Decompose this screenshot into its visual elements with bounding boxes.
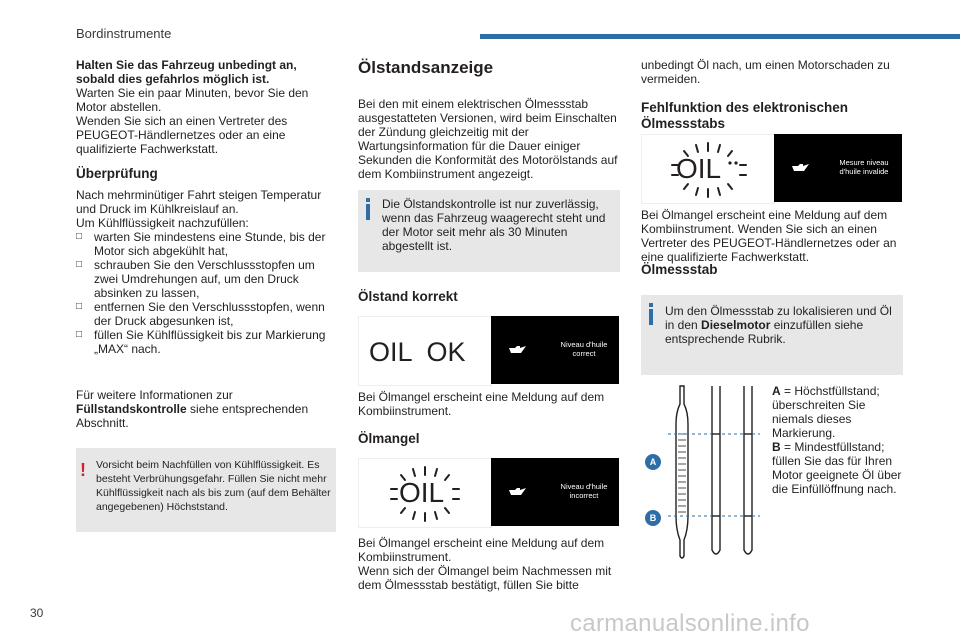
oil-low-display	[358, 458, 492, 528]
stop-warning-line-1: Warten Sie ein paar Minuten, bevor Sie den Motor abstellen.	[76, 86, 309, 114]
more-info-pre: Für weitere Informationen zur	[76, 388, 233, 402]
header-accent-bar	[480, 34, 960, 39]
warning-box-text: Vorsicht beim Nachfüllen von Kühlflüssigkeit. Es besteht Verbrühungsgefahr. Füllen Sie nicht mehr Kühlflüssigkeit nach als bis zum (auf dem Behälter angegebenen) Höchststand.	[96, 459, 331, 513]
fault-heading: Fehlfunktion des elektronischen Ölmessstabs	[641, 100, 849, 131]
check-item-3: □ entfernen Sie den Verschlussstopfen, wenn der Druck abgesunken ist,	[76, 300, 338, 328]
oil-low-display-text: OIL	[399, 477, 445, 508]
oil-low-panel-text: Niveau d'huile incorrect	[560, 482, 608, 500]
dip-info-bold: Dieselmotor	[701, 318, 771, 332]
oil-low-continuation: unbedingt Öl nach, um einen Motorschaden zu vermeiden.	[641, 58, 890, 86]
info-box-oil-text: Die Ölstandskontrolle ist nur zuverlässig, wenn das Fahrzeug waagerecht steht und der Motor seit mehr als 30 Minuten abgestellt ist.	[382, 197, 606, 253]
more-info-text	[76, 388, 338, 430]
oil-low-caption-2: Wenn sich der Ölmangel beim Nachmessen mit dem Ölmessstab bestätigt, füllen Sie bitte	[358, 564, 612, 592]
oil-low-caption-1: Bei Ölmangel erscheint eine Meldung auf dem Kombiinstrument.	[358, 536, 605, 564]
oil-ok-panel	[491, 316, 619, 384]
fault-panel	[774, 134, 902, 202]
stop-warning-bold: Halten Sie das Fahrzeug unbedingt an, sobald dies gefahrlos möglich ist.	[76, 58, 297, 86]
check-list	[76, 230, 338, 356]
legend-b	[772, 440, 904, 496]
oil-indicator-heading: Ölstandsanzeige	[358, 58, 494, 77]
check-item-1: □ warten Sie mindestens eine Stunde, bis der Motor sich abgekühlt hat,	[76, 230, 338, 258]
info-icon	[366, 198, 370, 220]
oil-can-icon	[507, 343, 529, 355]
legend-b-letter: B	[772, 440, 781, 454]
oil-ok-display-text: OIL OK	[369, 337, 466, 367]
watermark: carmanualsonline.info	[570, 610, 810, 637]
more-info-bold: Füllstandskontrolle	[76, 402, 187, 416]
legend-a	[772, 384, 904, 440]
info-icon	[649, 303, 653, 325]
oil-can-icon	[790, 161, 812, 173]
more-info-post: siehe entsprechenden Abschnitt.	[76, 402, 309, 430]
info-box-dipstick-text	[665, 304, 895, 346]
legend-a-desc: = Höchstfüllstand; überschreiten Sie niemals dieses Markierung.	[772, 384, 880, 440]
oil-indicator-intro: Bei den mit einem elektrischen Ölmessstab ausgestatteten Versionen, wird beim Einschalten der Zündung gleichzeitig mit der Wartungsinformation für die Dauer einiger Sekunden die Konformität des Motorölstands auf dem Kombiinstrument angezeigt.	[358, 97, 618, 181]
check-intro: Nach mehrminütiger Fahrt steigen Temperatur und Druck im Kühlkreislauf an.	[76, 188, 322, 216]
warning-icon: !	[80, 460, 86, 480]
stop-warning-text	[76, 58, 338, 156]
info-box-oil	[358, 190, 620, 272]
dipstick-heading: Ölmessstab	[641, 262, 718, 277]
section-title: Bordinstrumente	[76, 26, 172, 41]
dip-info-pre: Um den Ölmessstab zu lokalisieren und Öl in den	[665, 304, 892, 332]
dipstick-label-b: B	[645, 510, 661, 526]
fault-display	[641, 134, 775, 204]
oil-ok-caption: Bei Ölmangel erscheint eine Meldung auf dem Kombiinstrument.	[358, 390, 605, 418]
check-heading: Überprüfung	[76, 166, 158, 181]
check-howto: Um Kühlflüssigkeit nachzufüllen:	[76, 216, 249, 230]
oil-low-heading: Ölmangel	[358, 431, 420, 446]
dip-info-post: einzufüllen siehe entsprechende Rubrik.	[665, 318, 864, 346]
stop-warning-line-2: Wenden Sie sich an einen Vertreter des PEUGEOT-Händlernetzes oder an eine qualifizierte Fachwerkstatt.	[76, 114, 288, 156]
fault-caption: Bei Ölmangel erscheint eine Meldung auf dem Kombiinstrument. Wenden Sie sich an einen Vertreter des PEUGEOT-Händlernetzes oder an eine qualifizierte Fachwerkstatt.	[641, 208, 897, 264]
oil-ok-heading: Ölstand korrekt	[358, 289, 458, 304]
fault-display-text: OIL	[676, 153, 722, 184]
oil-low-caption	[358, 536, 620, 592]
check-item-2: □ schrauben Sie den Verschlussstopfen um zwei Umdrehungen auf, um den Druck absinken zu lassen,	[76, 258, 338, 300]
dipstick-label-a: A	[645, 454, 661, 470]
dipstick-illustration	[640, 384, 766, 560]
dipstick-legend	[772, 384, 904, 496]
oil-low-panel	[491, 458, 619, 526]
oil-can-icon	[507, 485, 529, 497]
oil-ok-display	[358, 316, 492, 386]
warning-box	[76, 448, 336, 532]
check-item-4: □ füllen Sie Kühlflüssigkeit bis zur Markierung „MAX“ nach.	[76, 328, 338, 356]
page-number: 30	[30, 606, 44, 620]
legend-a-letter: A	[772, 384, 781, 398]
fault-panel-text: Mesure niveau d'huile invalide	[839, 158, 889, 176]
info-box-dipstick	[641, 295, 903, 375]
legend-b-desc: = Mindestfüllstand; füllen Sie das für Ihren Motor geeignete Öl über die Einfüllöffnung nach.	[772, 440, 902, 496]
check-body	[76, 188, 338, 356]
oil-ok-panel-text: Niveau d'huile correct	[560, 340, 608, 358]
